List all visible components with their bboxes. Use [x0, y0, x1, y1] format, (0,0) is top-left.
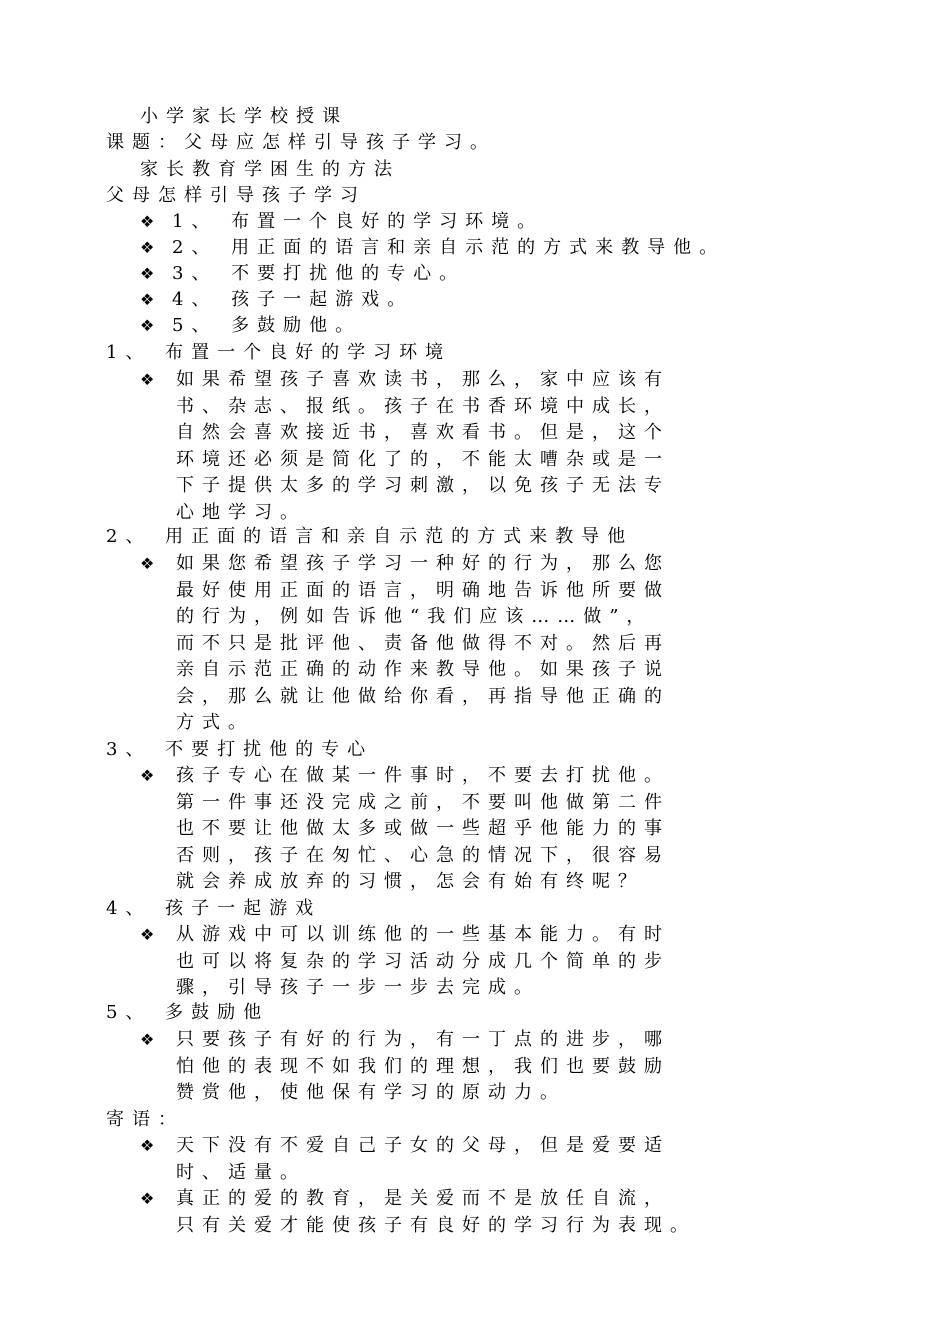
body-line: 赞赏他，使他保有学习的原动力。	[176, 1082, 566, 1103]
section-2-heading: 2、 用正面的语言和亲自示范的方式来教导他	[106, 526, 634, 547]
bullet-icon: ❖	[140, 554, 155, 573]
closing-item-2	[176, 1186, 836, 1239]
body-line: 真正的爱的教育，是关爱而不是放任自流，	[176, 1188, 670, 1209]
bullet-icon: ❖	[140, 238, 155, 257]
body-line: 如果您希望孩子学习一种好的行为，那么您	[176, 553, 670, 574]
header-line-2: 课题：父母应怎样引导孩子学习。	[106, 132, 496, 153]
body-line: 最好使用正面的语言，明确地告诉他所要做	[176, 579, 670, 601]
body-line: 下子提供太多的学习刺激，以免孩子无法专	[176, 475, 670, 496]
body-line: 的行为，例如告诉他“我们应该……做”，	[176, 606, 653, 627]
body-line: 书、杂志、报纸。孩子在书香环境中成长，	[176, 395, 670, 417]
bullet-icon: ❖	[140, 290, 155, 309]
outline-item-4: 4、 孩子一起游戏。	[172, 289, 414, 310]
outline-item-3: 3、 不要打扰他的专心。	[172, 263, 466, 284]
body-line: 而不只是批评他、责备他做得不对。然后再	[176, 632, 670, 654]
bullet-icon: ❖	[140, 1136, 155, 1155]
body-line: 也不要让他做太多或做一些超乎他能力的事	[176, 818, 670, 839]
header-line-1: 小学家长学校授课	[140, 106, 348, 127]
body-line: 天下没有不爱自己子女的父母，但是爱要适	[176, 1135, 670, 1156]
closing-item-1	[176, 1133, 836, 1186]
body-line: 也可以将复杂的学习活动分成几个简单的步	[176, 950, 670, 972]
body-line: 只有关爱才能使孩子有良好的学习行为表现。	[176, 1214, 696, 1236]
bullet-icon: ❖	[140, 316, 155, 335]
body-line: 自然会喜欢接近书，喜欢看书。但是，这个	[176, 422, 670, 443]
body-line: 否则，孩子在匆忙、心急的情况下，很容易	[176, 844, 670, 866]
body-line: 第一件事还没完成之前，不要叫他做第二件	[176, 791, 670, 813]
section-4-heading: 4、 孩子一起游戏	[106, 898, 322, 919]
bullet-icon: ❖	[140, 766, 155, 785]
bullet-icon: ❖	[140, 370, 155, 389]
body-line: 从游戏中可以训练他的一些基本能力。有时	[176, 924, 670, 945]
bullet-icon: ❖	[140, 1189, 155, 1208]
body-line: 孩子专心在做某一件事时，不要去打扰他。	[176, 765, 670, 786]
section-4-body	[176, 922, 836, 1002]
bullet-icon: ❖	[140, 212, 155, 231]
body-line: 亲自示范正确的动作来教导他。如果孩子说	[176, 659, 670, 680]
bullet-icon: ❖	[140, 1030, 155, 1049]
body-line: 方式。	[176, 712, 254, 733]
body-line: 时、适量。	[176, 1161, 306, 1183]
section-1-body	[176, 367, 836, 526]
body-line: 怕他的表现不如我们的理想，我们也要鼓励	[176, 1055, 670, 1077]
body-line: 如果希望孩子喜欢读书，那么，家中应该有	[176, 369, 670, 390]
section-5-body	[176, 1027, 836, 1107]
body-line: 只要孩子有好的行为，有一丁点的进步，哪	[176, 1029, 670, 1050]
body-line: 会，那么就让他做给你看，再指导他正确的	[176, 685, 670, 707]
outline-item-1: 1、 布置一个良好的学习环境。	[172, 211, 544, 232]
bullet-icon: ❖	[140, 925, 155, 944]
header-line-3: 家长教育学困生的方法	[140, 159, 400, 180]
body-line: 环境还必须是简化了的，不能太嘈杂或是一	[176, 448, 670, 470]
body-line: 就会养成放弃的习惯，怎会有始有终呢？	[176, 871, 644, 892]
section-2-body	[176, 551, 836, 737]
closing-heading: 寄语：	[106, 1109, 184, 1130]
body-line: 骤，引导孩子一步一步去完成。	[176, 977, 540, 998]
section-1-heading: 1、 布置一个良好的学习环境	[106, 342, 452, 363]
body-line: 心地学习。	[176, 501, 306, 523]
section-3-heading: 3、 不要打扰他的专心	[106, 739, 374, 760]
outline-item-5: 5、 多鼓励他。	[172, 315, 362, 336]
outline-item-2: 2、 用正面的语言和亲自示范的方式来教导他。	[172, 237, 726, 258]
section-3-body	[176, 763, 836, 896]
header-line-4: 父母怎样引导孩子学习	[106, 185, 366, 206]
section-5-heading: 5、 多鼓励他	[106, 1002, 270, 1023]
bullet-icon: ❖	[140, 264, 155, 283]
